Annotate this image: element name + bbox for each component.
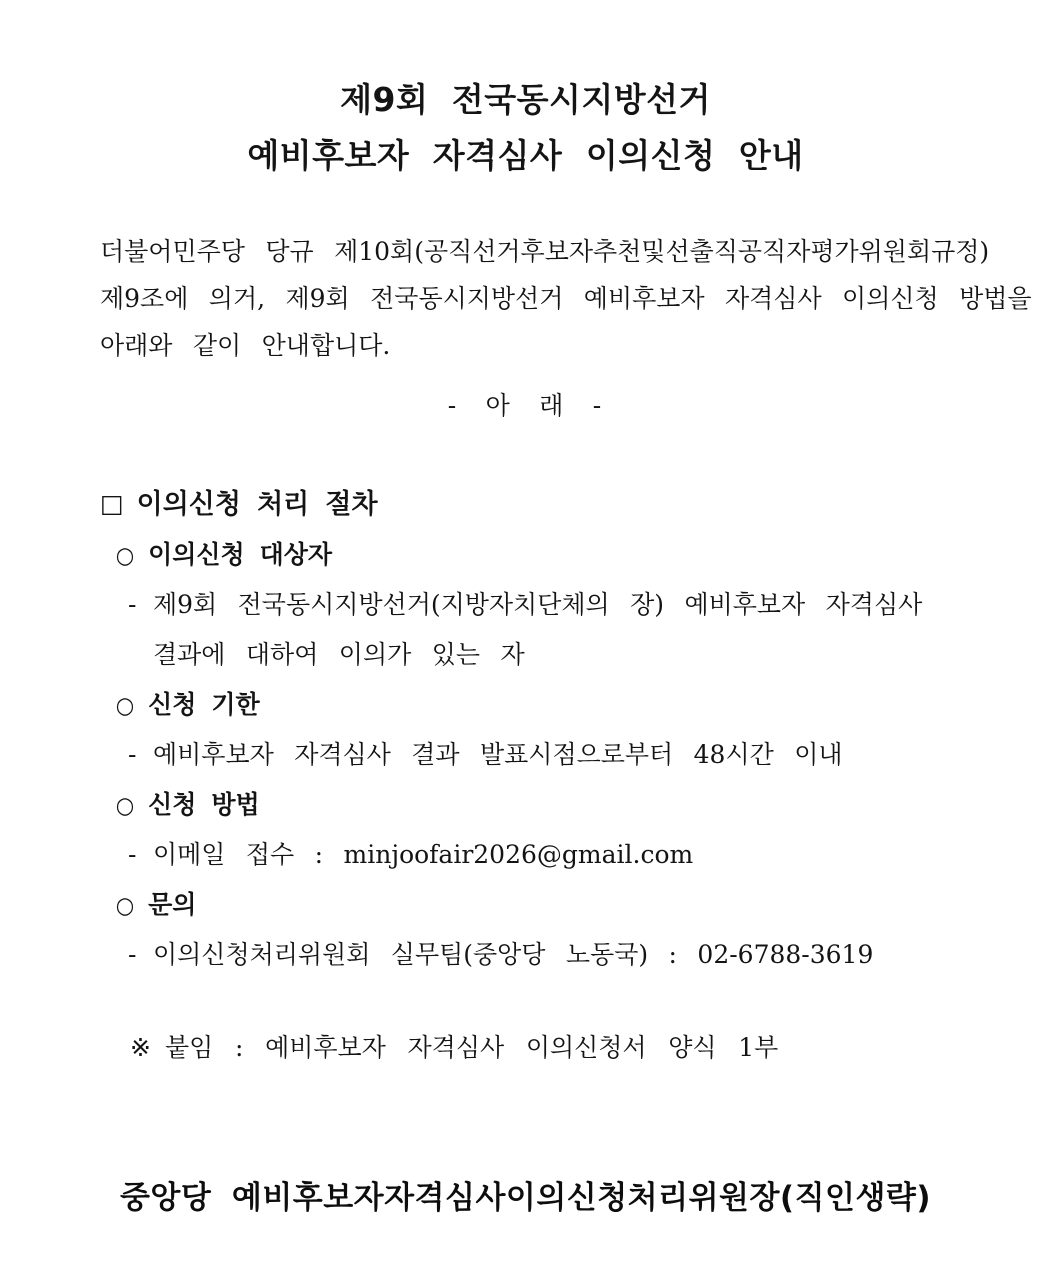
detail-line-phone: 이의신청처리위원회 실무팀(중앙당 노동국) : 02-6788-3619 — [153, 940, 874, 969]
detail-lines — [153, 580, 922, 680]
attachment-text: 붙임 : 예비후보자 자격심사 이의신청서 양식 1부 — [164, 1033, 779, 1062]
item-detail-method — [100, 830, 951, 880]
list-item-heading-deadline — [100, 680, 951, 730]
attachment-note — [100, 1023, 951, 1073]
detail-line: 예비후보자 자격심사 결과 발표시점으로부터 48시간 이내 — [153, 740, 843, 769]
item-heading-label: 문의 — [148, 890, 197, 919]
intro-line: 더불어민주당 당규 제10회(공직선거후보자추천및선출직공직자평가위원회규정) — [100, 237, 990, 266]
item-detail-targets — [100, 580, 951, 680]
reference-mark-icon: ※ — [130, 1033, 151, 1062]
dash-marker: - — [128, 840, 137, 869]
list-item-heading-method — [100, 780, 951, 830]
item-heading-label: 이의신청 대상자 — [148, 540, 333, 569]
document-title — [100, 0, 951, 184]
circle-bullet-icon: ○ — [115, 793, 135, 819]
divider-label: - 아 래 - — [447, 391, 604, 420]
intro-line: 아래와 같이 안내합니다. — [100, 331, 391, 360]
item-heading-label: 신청 기한 — [148, 690, 260, 719]
list-item-heading-targets — [100, 530, 951, 580]
item-detail-deadline — [100, 730, 951, 780]
item-detail-contact — [100, 930, 951, 980]
detail-lines — [153, 930, 873, 980]
item-heading-label: 신청 방법 — [148, 790, 260, 819]
dash-marker: - — [128, 590, 137, 619]
dash-marker: - — [128, 740, 137, 769]
detail-line: 제9회 전국동시지방선거(지방자치단체의 장) 예비후보자 자격심사 — [153, 590, 923, 619]
detail-line: 결과에 대하여 이의가 있는 자 — [153, 640, 525, 669]
section-title — [100, 480, 951, 530]
intro-paragraph — [100, 228, 1032, 369]
dash-marker: - — [128, 940, 137, 969]
section-title-label: 이의신청 처리 절차 — [136, 489, 378, 520]
circle-bullet-icon: ○ — [115, 543, 135, 569]
square-bullet-icon: □ — [100, 489, 124, 518]
procedure-section — [100, 480, 951, 980]
detail-lines — [153, 730, 843, 780]
detail-lines — [153, 830, 693, 880]
intro-line: 제9조에 의거, 제9회 전국동시지방선거 예비후보자 자격심사 이의신청 방법을 — [100, 284, 1032, 313]
detail-line-email: 이메일 접수 : minjoofair2026@gmail.com — [153, 840, 694, 869]
circle-bullet-icon: ○ — [115, 693, 135, 719]
list-item-heading-contact — [100, 880, 951, 930]
title-line-2: 예비후보자 자격심사 이의신청 안내 — [247, 136, 804, 175]
title-line-1: 제9회 전국동시지방선거 — [340, 80, 711, 119]
circle-bullet-icon: ○ — [115, 893, 135, 919]
footer-signature: 중앙당 예비후보자자격심사이의신청처리위원장(직인생략) — [119, 1180, 932, 1216]
